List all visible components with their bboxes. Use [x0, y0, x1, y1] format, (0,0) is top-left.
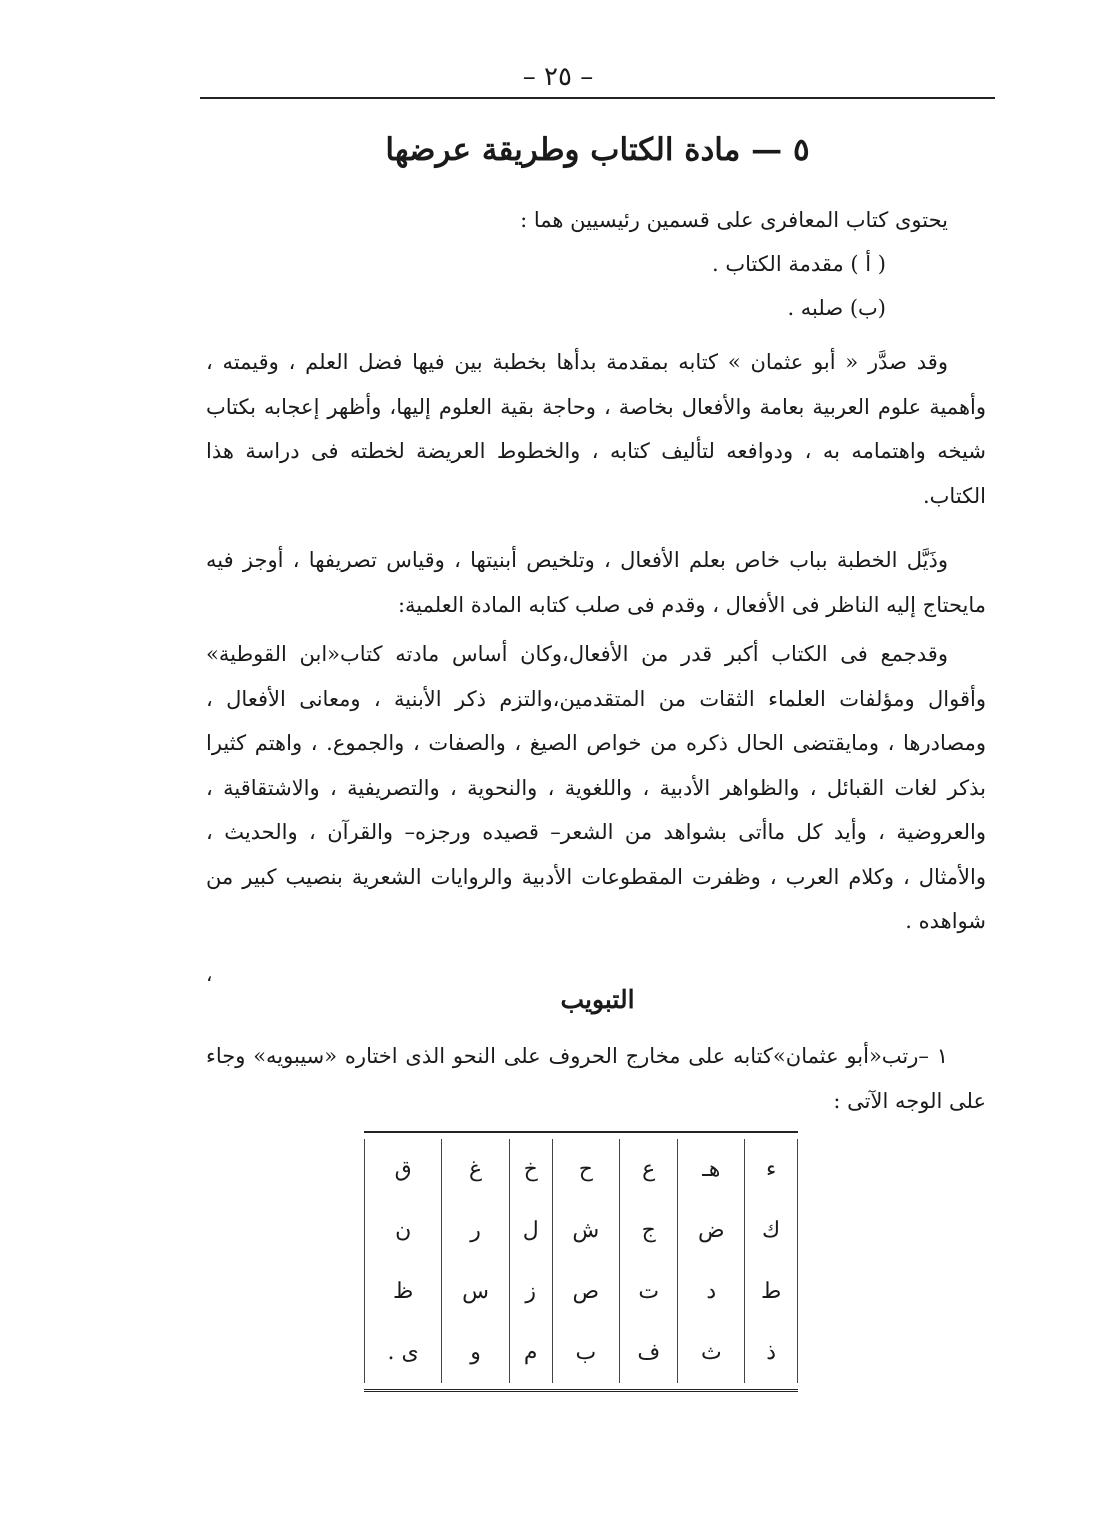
table-cell: ض — [678, 1200, 745, 1261]
table-cell: ن — [365, 1200, 442, 1261]
table-row — [365, 1261, 798, 1322]
table-row — [365, 1139, 798, 1200]
table-cell: ى . — [365, 1322, 442, 1383]
table-cell: ع — [620, 1139, 678, 1200]
table-cell: ر — [442, 1200, 509, 1261]
table-cell: ص — [552, 1261, 619, 1322]
intro-line: يحتوى كتاب المعافرى على قسمين رئيسيين هما : — [520, 208, 948, 232]
letters-table — [364, 1139, 798, 1383]
table-row — [365, 1200, 798, 1261]
subheading-arrangement: التبويب — [560, 985, 635, 1014]
table-cell: ق — [365, 1139, 442, 1200]
table-row — [365, 1322, 798, 1383]
page-number: – ٢٥ – — [522, 62, 594, 92]
table-cell: د — [678, 1261, 745, 1322]
table-cell: غ — [442, 1139, 509, 1200]
table-cell: و — [442, 1322, 509, 1383]
table-cell: خ — [509, 1139, 552, 1200]
intro-item-a: ( أ ) مقدمة الكتاب . — [711, 252, 886, 276]
paragraph-appendix: وذَيَّل الخطبة بباب خاص بعلم الأفعال ، وتلخيص أبنيتها ، وقياس تصريفها ، أوجز فيه مايحتاج إليه الناظر فى الأفعال ، وقدم فى صلب كتابه المادة العلمية: — [206, 548, 986, 617]
table-cell: ء — [745, 1139, 798, 1200]
table-cell: م — [509, 1322, 552, 1383]
table-cell: ز — [509, 1261, 552, 1322]
table-cell: ف — [620, 1322, 678, 1383]
section-heading: ٥ — مادة الكتاب وطريقة عرضها — [385, 132, 810, 168]
header-rule — [200, 97, 995, 99]
table-cell: ث — [678, 1322, 745, 1383]
table-cell: هـ — [678, 1139, 745, 1200]
table-cell: ط — [745, 1261, 798, 1322]
table-cell: ش — [552, 1200, 619, 1261]
table-cell: ك — [745, 1200, 798, 1261]
paragraph-arrangement: ١ –رتب«أبو عثمان»كتابه على مخارج الحروف على النحو الذى اختاره «سيبويه» وجاء على الوجه الآتى : — [206, 1044, 986, 1113]
table-cell: ح — [552, 1139, 619, 1200]
paragraph-preface: وقد صدَّر « أبو عثمان » كتابه بمقدمة بدأها بخطبة بين فيها فضل العلم ، وقيمته ، وأهمية علوم العربية بعامة والأفعال بخاصة ، وحاجة بقية العلوم إليها، وأظهر إعجابه بكتاب شيخه واهتمامه به ، ودوافعه لتأليف كتابه ، والخطوط العريضة لخطته فى دراسة هذا الكتاب. — [206, 350, 986, 508]
letters-table-frame — [364, 1131, 798, 1392]
paragraph-content: وقدجمع فى الكتاب أكبر قدر من الأفعال،وكان أساس مادته كتاب«ابن القوطية» وأقوال ومؤلفات العلماء الثقات من المتقدمين،والتزم ذكر الأبنية ، ومعانى الأفعال ، ومصادرها ، ومايقتضى الحال ذكره من خواص الصيغ ، والصفات ، والجموع. ، واهتم كثيرا بذكر لغات القبائل ، والظواهر الأدبية ، واللغوية ، والنحوية ، والتصريفية ، والاشتقاقية ، والعروضية ، وأيد كل ماأتى بشواهد من الشعر– قصيده ورجزه– والقرآن ، والحديث ، والأمثال ، وكلام العرب ، وظفرت المقطوعات الأدبية والروايات الشعرية بنصيب كبير من شواهده . — [206, 642, 986, 933]
table-cell: ظ — [365, 1261, 442, 1322]
intro-item-b: (ب) صلبه . — [787, 296, 886, 320]
table-cell: س — [442, 1261, 509, 1322]
table-cell: ج — [620, 1200, 678, 1261]
table-cell: ل — [509, 1200, 552, 1261]
intro-block — [168, 198, 948, 330]
table-cell: ب — [552, 1322, 619, 1383]
table-cell: ذ — [745, 1322, 798, 1383]
margin-mark: ، — [206, 962, 213, 986]
table-cell: ت — [620, 1261, 678, 1322]
